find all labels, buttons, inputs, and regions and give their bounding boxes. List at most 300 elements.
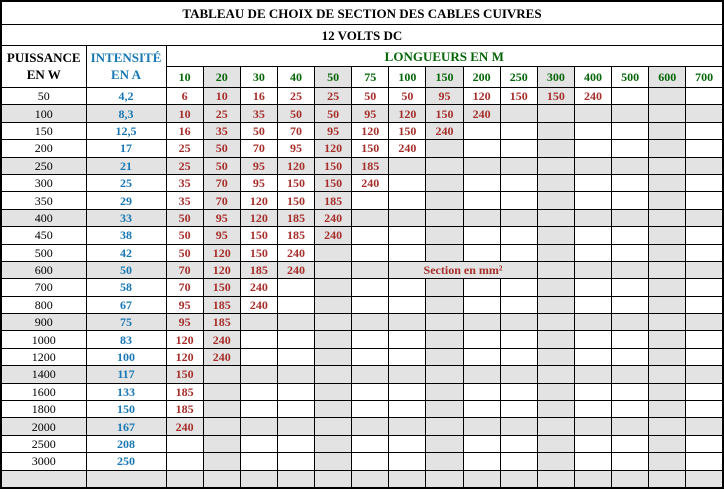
section-cell (500, 209, 537, 226)
section-cell (537, 470, 574, 488)
section-cell (463, 192, 500, 209)
section-cell (574, 192, 611, 209)
intensity-cell: 50 (86, 261, 166, 278)
section-cell (686, 331, 723, 348)
section-cell (240, 331, 277, 348)
section-cell: 150 (500, 88, 537, 105)
section-cell: 95 (166, 296, 203, 313)
section-cell (277, 435, 314, 452)
section-cell (500, 453, 537, 470)
table-row (1, 244, 723, 261)
section-cell: 185 (277, 209, 314, 226)
section-cell: 70 (240, 140, 277, 157)
intensity-cell: 117 (86, 366, 166, 383)
section-cell (240, 418, 277, 435)
section-cell: 120 (203, 261, 240, 278)
power-header-line1: PUISSANCE (6, 50, 81, 66)
section-cell: 95 (203, 227, 240, 244)
section-cell (686, 227, 723, 244)
section-cell (389, 453, 426, 470)
section-cell: 35 (166, 192, 203, 209)
section-cell (574, 261, 611, 278)
section-cell (537, 435, 574, 452)
section-cell: 120 (463, 88, 500, 105)
section-cell (537, 122, 574, 139)
section-cell (537, 157, 574, 174)
section-cell (389, 383, 426, 400)
section-cell (649, 366, 686, 383)
power-cell: 1400 (1, 366, 86, 383)
section-cell (574, 244, 611, 261)
table-row (1, 157, 723, 174)
section-cell (240, 314, 277, 331)
power-cell: 200 (1, 140, 86, 157)
power-cell: 450 (1, 227, 86, 244)
section-cell (352, 401, 389, 418)
length-header-250: 250 (500, 67, 537, 88)
table-row (1, 105, 723, 122)
section-cell: 120 (389, 105, 426, 122)
section-cell (277, 401, 314, 418)
section-cell: 150 (240, 244, 277, 261)
section-cell (500, 174, 537, 191)
section-cell (686, 140, 723, 157)
section-cell (612, 227, 649, 244)
section-cell: 16 (240, 88, 277, 105)
section-cell: 240 (352, 174, 389, 191)
length-header-150: 150 (426, 67, 463, 88)
section-cell: 70 (166, 261, 203, 278)
section-cell: 150 (352, 140, 389, 157)
section-cell (463, 314, 500, 331)
intensity-cell: 4,2 (86, 88, 166, 105)
table-row (1, 88, 723, 105)
section-cell (686, 314, 723, 331)
length-header-200: 200 (463, 67, 500, 88)
section-cell (537, 331, 574, 348)
section-cell (240, 383, 277, 400)
section-cell: 150 (315, 174, 352, 191)
section-cell: 240 (574, 88, 611, 105)
section-cell (574, 366, 611, 383)
section-cell: 95 (277, 140, 314, 157)
section-cell (426, 227, 463, 244)
section-cell (277, 383, 314, 400)
section-cell (315, 348, 352, 365)
section-cell (500, 383, 537, 400)
section-cell: 95 (426, 88, 463, 105)
length-header-500: 500 (612, 67, 649, 88)
intensity-cell: 25 (86, 174, 166, 191)
power-cell: 400 (1, 209, 86, 226)
section-cell: 240 (315, 209, 352, 226)
intensity-column-header (86, 46, 166, 88)
section-cell: 150 (203, 279, 240, 296)
page-title: TABLEAU DE CHOIX DE SECTION DES CABLES CUIVRES (1, 1, 723, 25)
section-cell (389, 192, 426, 209)
section-cell (315, 296, 352, 313)
section-cell (612, 383, 649, 400)
section-cell: 150 (537, 88, 574, 105)
section-cell (574, 383, 611, 400)
table-row (1, 261, 723, 278)
length-header-50: 50 (315, 67, 352, 88)
section-cell (166, 470, 203, 488)
power-cell: 1800 (1, 401, 86, 418)
section-cell (240, 348, 277, 365)
section-cell (537, 366, 574, 383)
intensity-cell: 67 (86, 296, 166, 313)
section-cell (612, 244, 649, 261)
intensity-cell: 167 (86, 418, 166, 435)
section-cell (315, 383, 352, 400)
section-cell: 35 (166, 174, 203, 191)
section-cell (649, 261, 686, 278)
section-cell: 150 (389, 122, 426, 139)
section-cell: 150 (166, 366, 203, 383)
section-cell: 70 (203, 192, 240, 209)
section-cell: 240 (389, 140, 426, 157)
section-cell (240, 366, 277, 383)
section-cell (649, 348, 686, 365)
title-row (1, 1, 723, 25)
section-cell (500, 366, 537, 383)
table-row (1, 348, 723, 365)
section-cell (537, 227, 574, 244)
section-cell (574, 418, 611, 435)
table-row (1, 401, 723, 418)
section-cell: 95 (352, 105, 389, 122)
section-cell (203, 453, 240, 470)
section-cell: 240 (203, 348, 240, 365)
section-cell (463, 296, 500, 313)
section-cell: 50 (166, 227, 203, 244)
section-cell (574, 331, 611, 348)
length-header-30: 30 (240, 67, 277, 88)
section-cell: 95 (203, 209, 240, 226)
section-cell: 120 (166, 348, 203, 365)
section-cell: 6 (166, 88, 203, 105)
section-cell (389, 435, 426, 452)
section-cell (277, 348, 314, 365)
section-cell (426, 401, 463, 418)
section-cell (315, 453, 352, 470)
section-cell (389, 244, 426, 261)
section-cell (240, 453, 277, 470)
section-cell (612, 279, 649, 296)
section-cell (574, 140, 611, 157)
section-cell (315, 331, 352, 348)
intensity-cell: 83 (86, 331, 166, 348)
section-cell (277, 314, 314, 331)
section-cell: 240 (203, 331, 240, 348)
section-cell: 240 (277, 244, 314, 261)
length-header-20: 20 (203, 67, 240, 88)
intensity-cell: 8,3 (86, 105, 166, 122)
section-cell (686, 244, 723, 261)
section-cell (203, 401, 240, 418)
section-cell (537, 209, 574, 226)
intensity-cell: 42 (86, 244, 166, 261)
table-row (1, 470, 723, 488)
intensity-cell: 208 (86, 435, 166, 452)
section-cell (686, 261, 723, 278)
section-cell (537, 261, 574, 278)
section-cell (203, 418, 240, 435)
section-cell (649, 122, 686, 139)
power-cell: 2500 (1, 435, 86, 452)
section-cell (612, 105, 649, 122)
intensity-cell: 29 (86, 192, 166, 209)
section-cell: 50 (166, 244, 203, 261)
section-cell (352, 261, 389, 278)
section-cell (463, 348, 500, 365)
section-cell (500, 331, 537, 348)
section-cell: 150 (240, 227, 277, 244)
section-cell (649, 401, 686, 418)
section-cell: 185 (240, 261, 277, 278)
power-cell: 500 (1, 244, 86, 261)
section-cell (463, 331, 500, 348)
section-cell (426, 383, 463, 400)
section-cell: 95 (315, 122, 352, 139)
section-cell (463, 209, 500, 226)
section-cell (277, 366, 314, 383)
section-cell (426, 244, 463, 261)
section-cell (612, 348, 649, 365)
section-cell (463, 366, 500, 383)
section-cell (426, 192, 463, 209)
table-row (1, 435, 723, 452)
section-cell (686, 105, 723, 122)
section-cell (352, 418, 389, 435)
intensity-cell: 17 (86, 140, 166, 157)
section-cell (463, 279, 500, 296)
section-cell: 50 (315, 105, 352, 122)
section-cell: 240 (240, 279, 277, 296)
subtitle-row (1, 25, 723, 46)
section-cell: 50 (277, 105, 314, 122)
power-cell: 250 (1, 157, 86, 174)
section-cell (612, 331, 649, 348)
intensity-header-line2: EN A (111, 66, 141, 82)
section-cell: 10 (203, 88, 240, 105)
section-cell (389, 366, 426, 383)
section-cell (203, 383, 240, 400)
section-cell: 10 (166, 105, 203, 122)
section-cell (315, 244, 352, 261)
section-cell (612, 261, 649, 278)
section-cell (500, 348, 537, 365)
section-cell (500, 435, 537, 452)
section-cell: 185 (352, 157, 389, 174)
section-cell: 120 (203, 244, 240, 261)
section-cell (574, 470, 611, 488)
section-cell (389, 314, 426, 331)
section-cell: 185 (203, 314, 240, 331)
intensity-cell: 133 (86, 383, 166, 400)
section-cell (426, 296, 463, 313)
intensity-cell: 150 (86, 401, 166, 418)
table-row (1, 453, 723, 470)
section-cell (315, 314, 352, 331)
section-cell (649, 279, 686, 296)
section-cell (537, 348, 574, 365)
section-cell (277, 279, 314, 296)
section-cell: 16 (166, 122, 203, 139)
section-cell (352, 296, 389, 313)
section-cell (426, 331, 463, 348)
section-cell (240, 435, 277, 452)
section-cell (315, 418, 352, 435)
section-cell (277, 470, 314, 488)
intensity-cell: 33 (86, 209, 166, 226)
section-cell (649, 88, 686, 105)
section-cell: 120 (240, 209, 277, 226)
section-cell (686, 122, 723, 139)
table-row (1, 279, 723, 296)
section-cell (574, 401, 611, 418)
section-cell: 150 (426, 105, 463, 122)
section-cell: 35 (240, 105, 277, 122)
section-cell (352, 227, 389, 244)
section-cell (686, 383, 723, 400)
section-cell: 120 (240, 192, 277, 209)
section-cell (426, 418, 463, 435)
section-cell (352, 192, 389, 209)
section-cell (612, 140, 649, 157)
section-cell (500, 296, 537, 313)
section-cell (686, 470, 723, 488)
table-row (1, 383, 723, 400)
section-cell (686, 348, 723, 365)
intensity-cell: 38 (86, 227, 166, 244)
section-cell (426, 470, 463, 488)
section-cell (686, 401, 723, 418)
section-cell (352, 435, 389, 452)
section-cell (612, 88, 649, 105)
section-cell (277, 418, 314, 435)
power-cell: 1600 (1, 383, 86, 400)
section-cell (463, 401, 500, 418)
section-cell (500, 279, 537, 296)
section-cell (612, 314, 649, 331)
section-cell: 240 (240, 296, 277, 313)
section-cell (686, 279, 723, 296)
section-cell (426, 174, 463, 191)
section-cell (277, 296, 314, 313)
section-cell (389, 209, 426, 226)
section-cell (389, 348, 426, 365)
section-cell (649, 227, 686, 244)
length-header-400: 400 (574, 67, 611, 88)
section-cell (500, 401, 537, 418)
section-cell (277, 331, 314, 348)
power-cell: 150 (1, 122, 86, 139)
length-header-600: 600 (649, 67, 686, 88)
section-cell (649, 435, 686, 452)
section-cell: 240 (463, 105, 500, 122)
section-cell (389, 157, 426, 174)
section-cell: 25 (203, 105, 240, 122)
intensity-header-line1: INTENSITÉ (90, 50, 162, 66)
section-cell (352, 209, 389, 226)
section-cell: 50 (389, 88, 426, 105)
length-header-40: 40 (277, 67, 314, 88)
intensity-cell: 21 (86, 157, 166, 174)
section-cell (574, 296, 611, 313)
section-cell (277, 453, 314, 470)
section-cell (426, 140, 463, 157)
power-cell (1, 470, 86, 488)
section-cell (352, 314, 389, 331)
section-cell (686, 435, 723, 452)
section-cell: 240 (277, 261, 314, 278)
section-cell (500, 140, 537, 157)
section-cell: 120 (277, 157, 314, 174)
table-row (1, 122, 723, 139)
section-cell (315, 261, 352, 278)
section-cell (389, 296, 426, 313)
power-cell: 50 (1, 88, 86, 105)
section-cell (612, 122, 649, 139)
section-cell (315, 401, 352, 418)
section-cell (537, 279, 574, 296)
table-row (1, 174, 723, 191)
section-cell (315, 435, 352, 452)
section-cell (426, 348, 463, 365)
section-cell (537, 174, 574, 191)
section-cell: 25 (277, 88, 314, 105)
section-cell (463, 435, 500, 452)
power-cell: 1200 (1, 348, 86, 365)
section-cell: 70 (166, 279, 203, 296)
section-cell: 70 (277, 122, 314, 139)
section-cell (574, 348, 611, 365)
section-cell (166, 435, 203, 452)
section-cell (574, 174, 611, 191)
section-cell: 50 (352, 88, 389, 105)
section-cell (426, 279, 463, 296)
section-cell (463, 418, 500, 435)
section-cell (537, 383, 574, 400)
section-cell (649, 192, 686, 209)
section-cell (649, 105, 686, 122)
table-row (1, 314, 723, 331)
table-row (1, 192, 723, 209)
section-cell (315, 470, 352, 488)
section-cell (649, 174, 686, 191)
section-cell (352, 383, 389, 400)
section-cell: 25 (166, 157, 203, 174)
section-cell: 150 (277, 192, 314, 209)
section-cell (686, 88, 723, 105)
section-cell (426, 157, 463, 174)
power-cell: 1000 (1, 331, 86, 348)
power-column-header (1, 46, 86, 88)
section-cell (166, 453, 203, 470)
intensity-cell: 75 (86, 314, 166, 331)
section-cell (612, 435, 649, 452)
section-cell (649, 331, 686, 348)
section-cell: 95 (166, 314, 203, 331)
section-cell: 50 (240, 122, 277, 139)
section-cell (574, 157, 611, 174)
section-cell (686, 174, 723, 191)
section-cell (612, 401, 649, 418)
intensity-cell (86, 470, 166, 488)
section-cell (649, 296, 686, 313)
